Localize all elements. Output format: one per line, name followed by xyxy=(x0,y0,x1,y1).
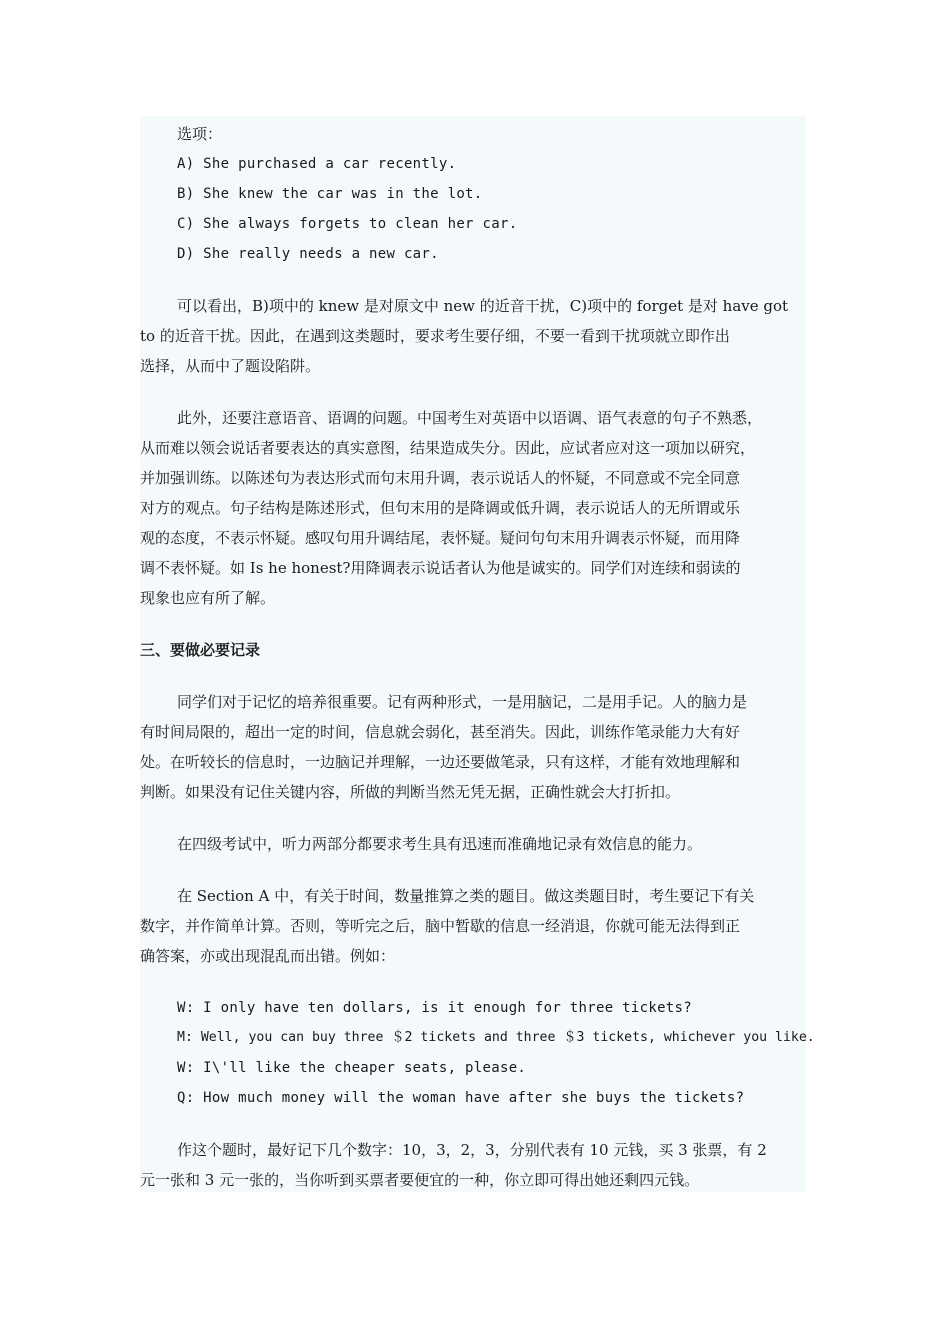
options-label: 选项： xyxy=(177,125,223,143)
paragraph-4-line: 在四级考试中，听力两部分都要求考生具有迅速而准确地记录有效信息的能力。 xyxy=(177,835,703,853)
paragraph-2-line: 调不表怀疑。如 Is he honest?用降调表示说话者认为他是诚实的。同学们对连续和弱读的 xyxy=(140,559,741,577)
dialogue-line: W: I\'ll like the cheaper seats, please. xyxy=(177,1060,527,1076)
paragraph-5-line: 确答案，亦或出现混乱而出错。例如： xyxy=(140,947,396,965)
dialogue-line: W: I only have ten dollars, is it enough for three tickets? xyxy=(177,1000,692,1016)
paragraph-2-line: 从而难以领会说话者要表达的真实意图，结果造成失分。因此，应试者应对这一项加以研究， xyxy=(140,439,756,457)
paragraph-2-line: 并加强训练。以陈述句为表达形式而句末用升调，表示说话人的怀疑，不同意或不完全同意 xyxy=(140,469,741,487)
paragraph-6-line: 作这个题时，最好记下几个数字：10，3，2，3，分别代表有 10 元钱，买 3 张票，有 2 xyxy=(177,1141,767,1159)
paragraph-2-line: 现象也应有所了解。 xyxy=(140,589,276,607)
paragraph-2-line: 观的态度，不表示怀疑。感叹句用升调结尾，表怀疑。疑问句句末用升调表示怀疑，而用降 xyxy=(140,529,741,547)
paragraph-1-line: to 的近音干扰。因此，在遇到这类题时，要求考生要仔细，不要一看到干扰项就立即作出 xyxy=(140,327,730,345)
paragraph-5-line: 数字，并作简单计算。否则，等听完之后，脑中暂歇的信息一经消退，你就可能无法得到正 xyxy=(140,917,741,935)
paragraph-3-line: 有时间局限的，超出一定的时间，信息就会弱化，甚至消失。因此，训练作笔录能力大有好 xyxy=(140,723,741,741)
option-c: C) She always forgets to clean her car. xyxy=(177,216,518,232)
paragraph-1-line: 选择，从而中了题设陷阱。 xyxy=(140,357,321,375)
paragraph-2-line: 此外，还要注意语音、语调的问题。中国考生对英语中以语调、语气表意的句子不熟悉， xyxy=(177,409,763,427)
paragraph-3-line: 判断。如果没有记住关键内容，所做的判断当然无凭无据，正确性就会大打折扣。 xyxy=(140,783,681,801)
paragraph-3-line: 同学们对于记忆的培养很重要。记有两种形式，一是用脑记，二是用手记。人的脑力是 xyxy=(177,693,748,711)
option-d: D) She really needs a new car. xyxy=(177,246,439,262)
paragraph-3-line: 处。在听较长的信息时，一边脑记并理解，一边还要做笔录，只有这样，才能有效地理解和 xyxy=(140,753,741,771)
section-heading: 三、要做必要记录 xyxy=(140,641,261,659)
dialogue-line: M: Well, you can buy three ＄2 tickets and three ＄3 tickets, whichever you like. xyxy=(177,1030,815,1045)
paragraph-6-line: 元一张和 3 元一张的，当你听到买票者要便宜的一种，你立即可得出她还剩四元钱。 xyxy=(140,1171,700,1189)
paragraph-1-line: 可以看出，B)项中的 knew 是对原文中 new 的近音干扰，C)项中的 forget 是对 have got xyxy=(177,297,789,315)
paragraph-5-line: 在 Section A 中，有关于时间，数量推算之类的题目。做这类题目时，考生要记下有关 xyxy=(177,887,755,905)
dialogue-line: Q: How much money will the woman have after she buys the tickets? xyxy=(177,1090,745,1106)
paragraph-2-line: 对方的观点。句子结构是陈述形式，但句末用的是降调或低升调，表示说话人的无所谓或乐 xyxy=(140,499,741,517)
article-body xyxy=(140,116,815,1192)
option-a: A) She purchased a car recently. xyxy=(177,156,457,172)
option-b: B) She knew the car was in the lot. xyxy=(177,186,483,202)
